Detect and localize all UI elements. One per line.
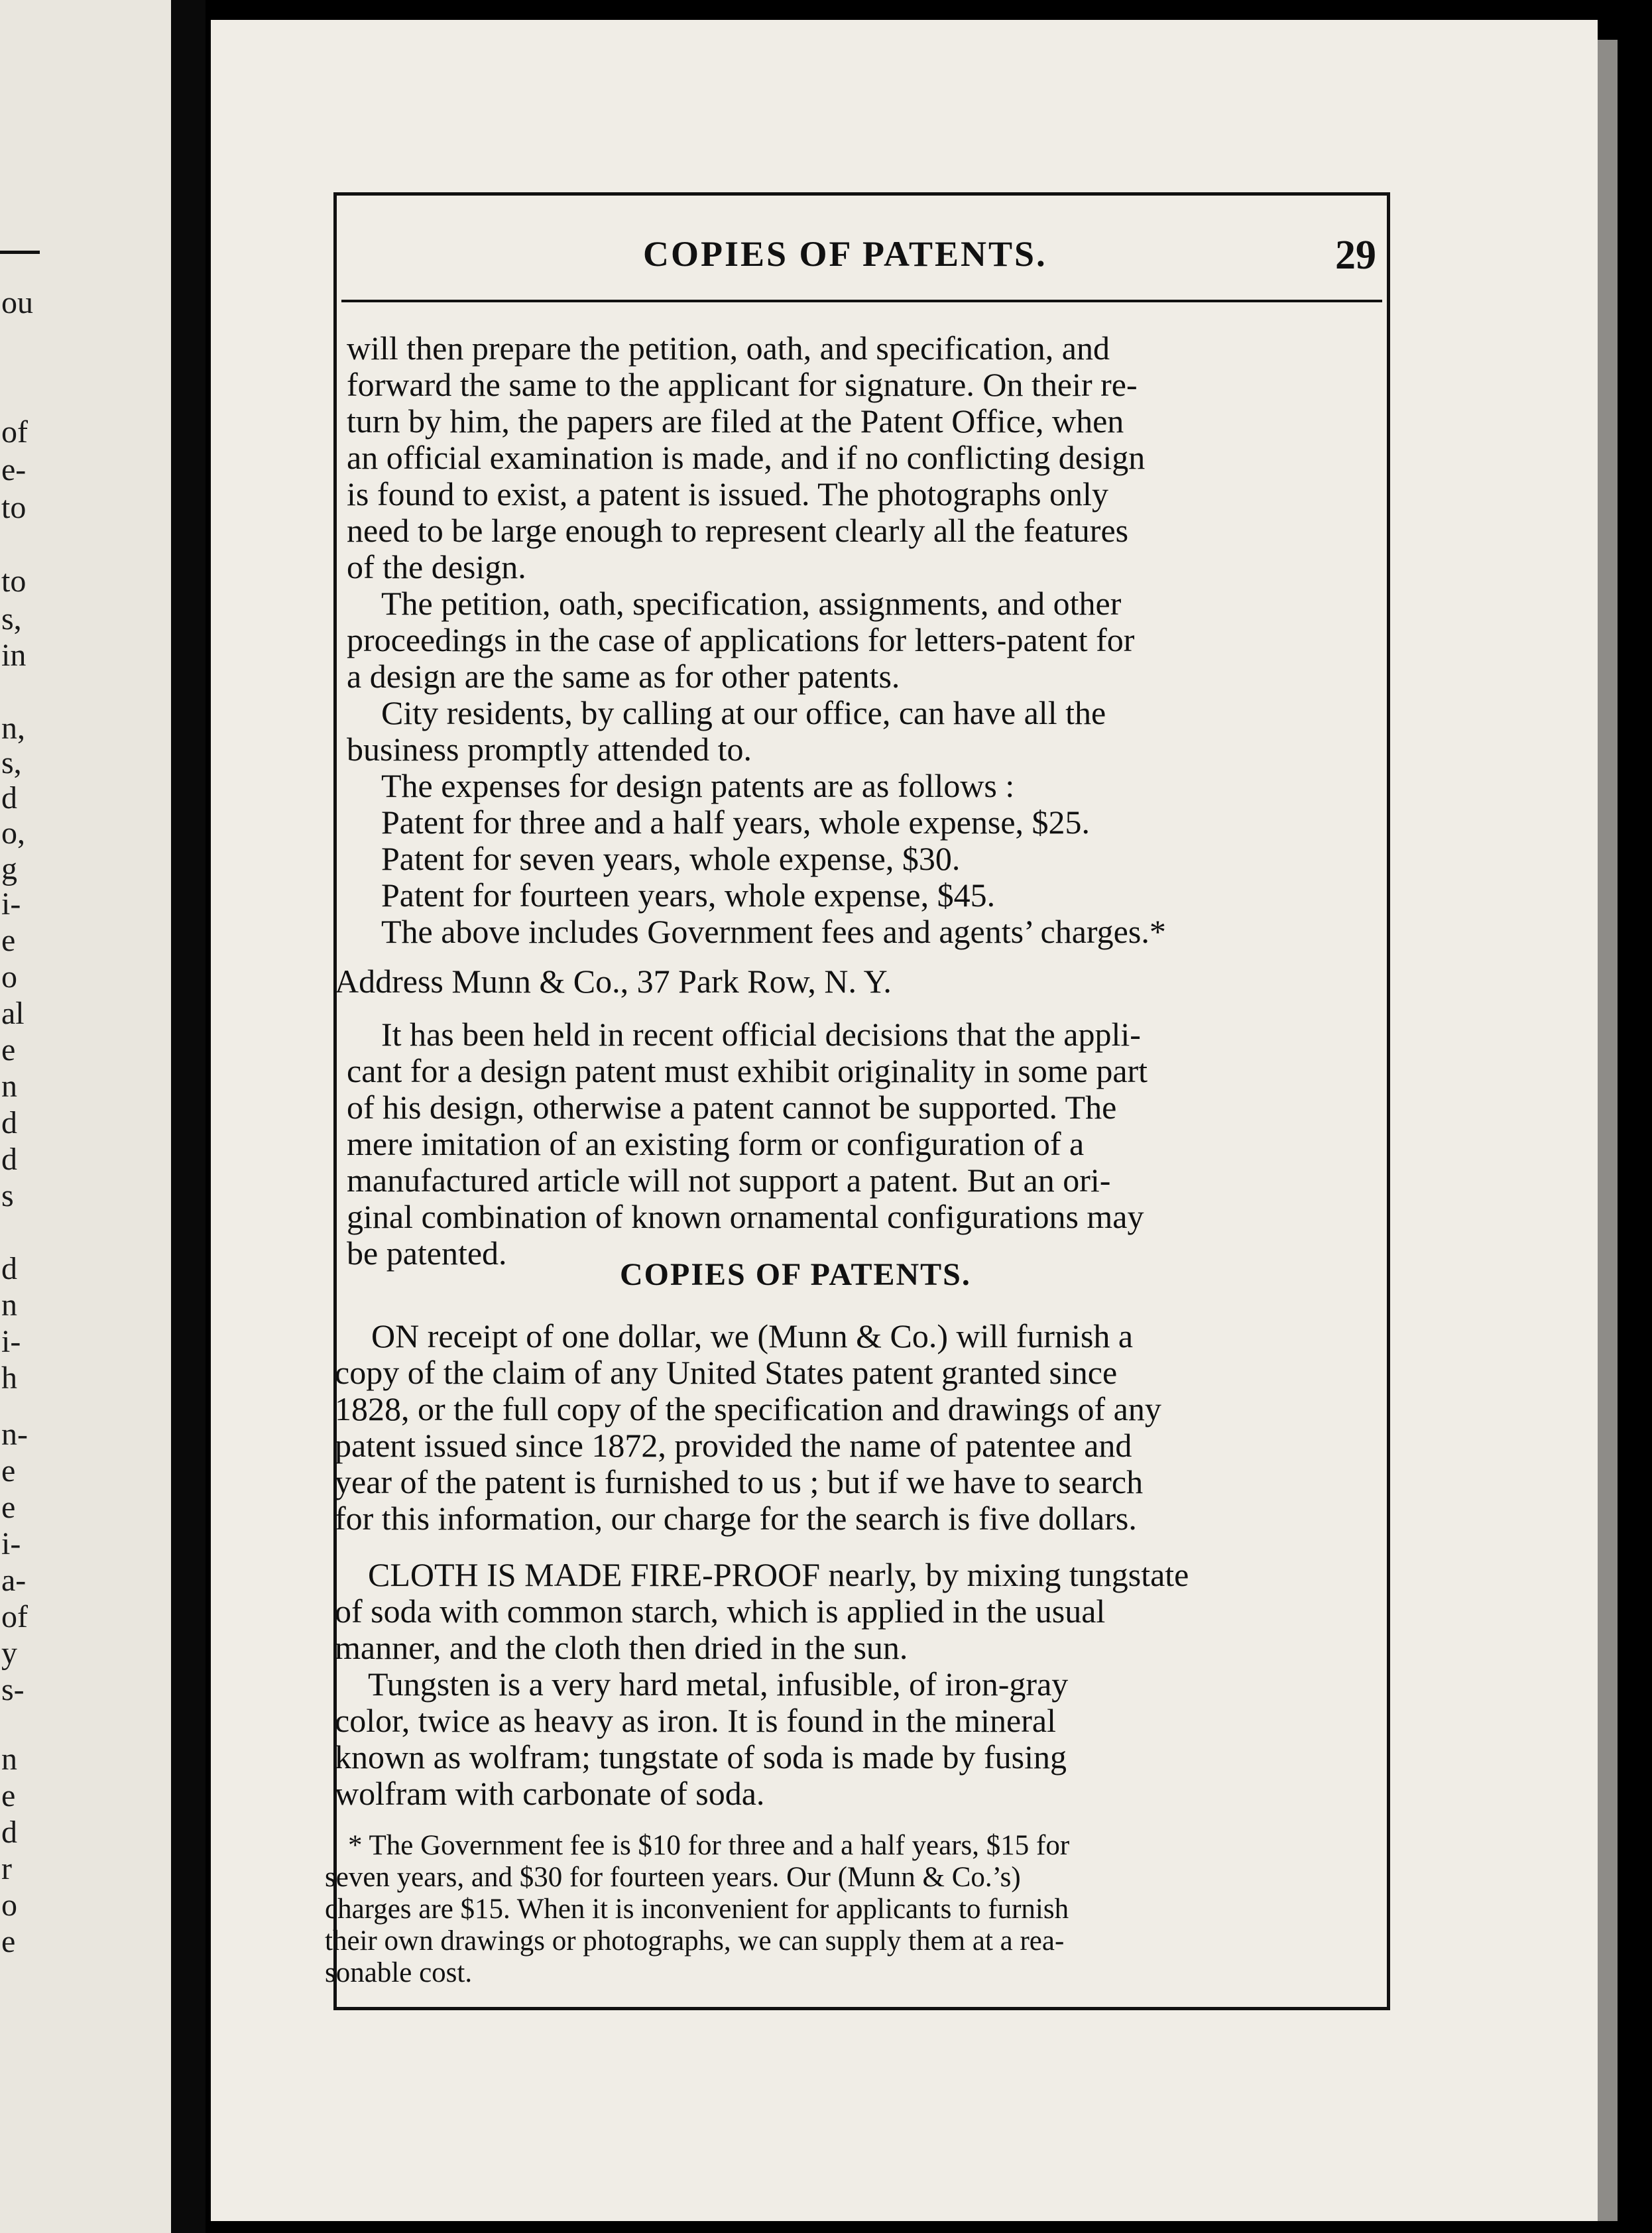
left-fragment: o (1, 1888, 17, 1923)
left-fragment: e- (1, 452, 27, 487)
page-edge (1598, 40, 1618, 2221)
left-fragment: a- (1, 1563, 27, 1598)
expense-item: Patent for seven years, whole expense, $30. (381, 840, 961, 877)
paragraph-line: ON receipt of one dollar, we (Munn & Co.) will furnish a (371, 1317, 1134, 1355)
paragraph-line: City residents, by calling at our office, can have all the (381, 694, 1106, 731)
section-heading: COPIES OF PATENTS. (620, 1257, 971, 1292)
paragraph-line: manner, and the cloth then dried in the sun. (335, 1629, 908, 1666)
paragraph-line: a design are the same as for other patents. (347, 658, 900, 695)
left-fragment: d (1, 1815, 17, 1850)
running-header: COPIES OF PATENTS. (643, 234, 1047, 274)
left-fragment: e (1, 1490, 16, 1525)
left-fragment: n (1, 1069, 17, 1104)
expenses-intro: The expenses for design patents are as follows : (381, 767, 1015, 804)
left-fragment: i- (1, 1324, 21, 1359)
left-fragment: g (1, 851, 17, 886)
paragraph-line: ginal combination of known ornamental configurations may (347, 1198, 1144, 1235)
left-fragment: n- (1, 1417, 28, 1452)
left-fragment: s, (1, 601, 22, 636)
footnote-line: * The Government fee is $10 for three and a half years, $15 for (348, 1830, 1070, 1861)
left-fragment: e (1, 1778, 16, 1813)
paragraph-line: patent issued since 1872, provided the name of patentee and (335, 1427, 1132, 1464)
left-page-fragment (0, 0, 171, 2233)
address-line: Address Munn & Co., 37 Park Row, N. Y. (335, 963, 892, 1000)
paragraph-line: mere imitation of an existing form or configuration of a (347, 1125, 1085, 1162)
left-fragment: in (1, 638, 27, 673)
left-fragment: of (1, 414, 28, 450)
paragraph-line: of the design. (347, 548, 526, 585)
book-gutter (171, 0, 206, 2233)
left-fragment: y (1, 1636, 17, 1671)
paragraph-line: an official examination is made, and if no conflicting design (347, 439, 1146, 476)
paragraph-line: is found to exist, a patent is issued. The photographs only (347, 475, 1108, 513)
expenses-note: The above includes Government fees and agents’ charges.* (381, 913, 1166, 950)
left-fragment: d (1, 780, 17, 815)
paragraph-line: year of the patent is furnished to us ; but if we have to search (335, 1463, 1144, 1500)
footnote-line: sonable cost. (325, 1957, 473, 1988)
paragraph-line: of his design, otherwise a patent cannot be supported. The (347, 1089, 1117, 1126)
left-fragment: d (1, 1251, 17, 1286)
left-fragment: h (1, 1360, 17, 1396)
paragraph-line: for this information, our charge for the search is five dollars. (335, 1500, 1137, 1537)
paragraph-line: need to be large enough to represent clearly all the features (347, 512, 1129, 549)
left-fragment: s, (1, 745, 22, 780)
left-fragment: n, (1, 711, 25, 746)
paragraph-line: It has been held in recent official decisions that the appli- (381, 1016, 1141, 1053)
footnote-line: their own drawings or photographs, we can supply them at a rea- (325, 1925, 1065, 1957)
left-fragment: d (1, 1142, 17, 1177)
left-fragment: e (1, 1924, 16, 1959)
left-fragment: e (1, 1453, 16, 1488)
expense-item: Patent for three and a half years, whole expense, $25. (381, 804, 1091, 841)
left-fragment: n (1, 1742, 17, 1777)
left-fragment: to (1, 490, 27, 525)
page-number: 29 (1335, 233, 1376, 278)
left-fragment: to (1, 564, 27, 599)
paragraph-line: 1828, or the full copy of the specification and drawings of any (335, 1390, 1161, 1427)
left-fragment: al (1, 996, 25, 1031)
paragraph-line: Tungsten is a very hard metal, infusible, of iron-gray (368, 1665, 1069, 1703)
paragraph-line: manufactured article will not support a patent. But an ori- (347, 1162, 1111, 1199)
paragraph-line: turn by him, the papers are filed at the Patent Office, when (347, 402, 1124, 440)
left-fragment: i- (1, 1526, 21, 1561)
paragraph-line: CLOTH IS MADE FIRE-PROOF nearly, by mixing tungstate (368, 1556, 1189, 1593)
left-fragment: s- (1, 1672, 25, 1707)
paragraph-line: cant for a design patent must exhibit originality in some part (347, 1052, 1148, 1089)
paragraph-line: copy of the claim of any United States patent granted since (335, 1354, 1118, 1391)
left-page-rule (0, 251, 40, 254)
header-rule (341, 300, 1382, 302)
paragraph-line: forward the same to the applicant for signature. On their re- (347, 366, 1138, 403)
left-fragment: s (1, 1178, 14, 1213)
paragraph-line: be patented. (347, 1235, 507, 1272)
footnote-line: seven years, and $30 for fourteen years. Our (Munn & Co.’s) (325, 1862, 1021, 1893)
footnote-line: charges are $15. When it is inconvenient for applicants to furnish (325, 1894, 1069, 1925)
left-fragment: o, (1, 815, 25, 851)
left-fragment: e (1, 923, 16, 958)
paragraph-line: color, twice as heavy as iron. It is found in the mineral (335, 1702, 1056, 1739)
paragraph-line: proceedings in the case of applications for letters-patent for (347, 621, 1135, 658)
left-fragment: n (1, 1288, 17, 1323)
left-fragment: i- (1, 886, 21, 922)
left-fragment: e (1, 1032, 16, 1067)
paragraph-line: business promptly attended to. (347, 731, 752, 768)
left-fragment: o (1, 959, 17, 995)
expense-item: Patent for fourteen years, whole expense, $45. (381, 876, 996, 914)
left-fragment: d (1, 1105, 17, 1140)
paragraph-line: known as wolfram; tungstate of soda is made by fusing (335, 1738, 1067, 1776)
paragraph-line: will then prepare the petition, oath, and specification, and (347, 330, 1110, 367)
left-fragment: ou (1, 285, 33, 320)
paragraph-line: wolfram with carbonate of soda. (335, 1775, 765, 1812)
paragraph-line: of soda with common starch, which is applied in the usual (335, 1593, 1106, 1630)
left-fragment: of (1, 1599, 28, 1634)
paragraph-line: The petition, oath, specification, assignments, and other (381, 585, 1122, 622)
left-fragment: r (1, 1851, 12, 1886)
